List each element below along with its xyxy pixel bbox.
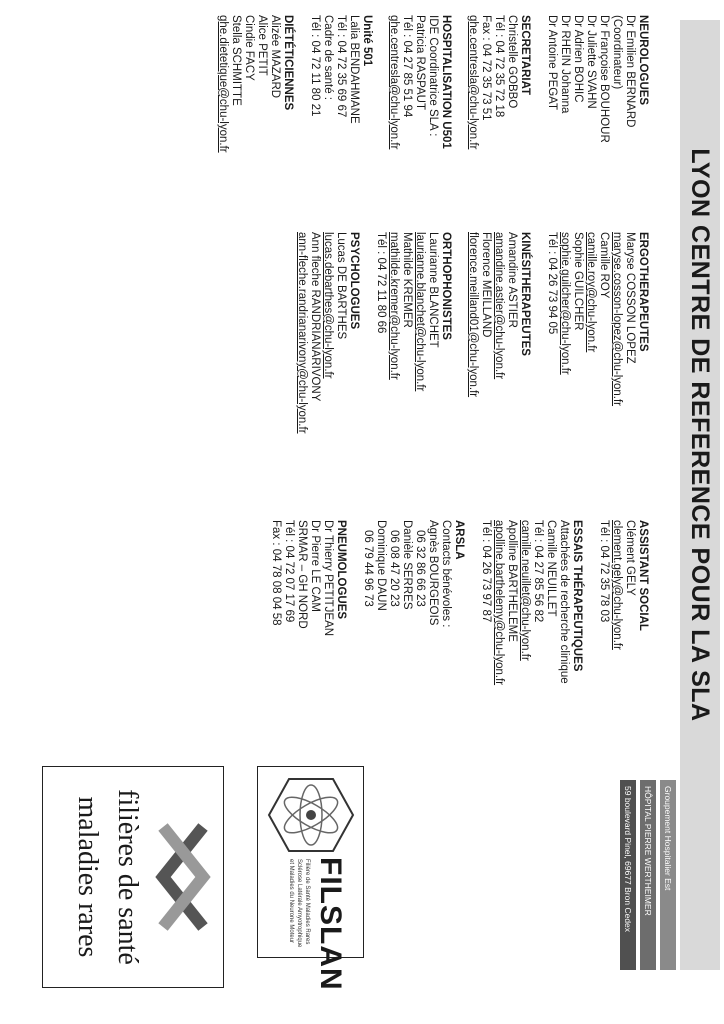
contact-line: Lucas DE BARTHES [335, 232, 347, 340]
contact-line: Contacts bénévoles : [440, 520, 452, 628]
contact-line: (Coordinateur) [611, 15, 623, 90]
contact-line: Tél : 04 26 73 97 87 [480, 520, 492, 623]
section-heading: ORTHOPHONISTES [440, 232, 452, 340]
section-heading: KINÉSITHERAPEUTES [519, 232, 531, 356]
column-left [202, 15, 649, 153]
section-heading: HOSPITALISATION U501 [440, 15, 452, 149]
contact-line: Clément GELY [624, 520, 636, 596]
contact-line: Dr Adrien BOHIC [572, 15, 584, 103]
contact-line: Tél : 04 27 85 51 94 [401, 15, 413, 118]
section-essais-therapeutiques [479, 520, 583, 685]
contact-line: Dominique DAUN [375, 520, 387, 611]
email-link[interactable]: camille.roy@chu-lyon.fr [585, 232, 597, 353]
contact-line: Camille NEUILLET [545, 520, 557, 617]
section-unite-501 [308, 15, 373, 153]
email-link[interactable]: mathilde.kremer@chu-lyon.fr [388, 232, 400, 380]
email-link[interactable]: clement.gely@chu-lyon.fr [611, 520, 623, 650]
email-link[interactable]: amandine.astier@chu-lyon.fr [493, 232, 505, 380]
section-psychologues [295, 232, 360, 434]
hospital-group: Groupement Hospitalier Est [660, 780, 676, 970]
section-kinesitherapeutes [466, 232, 531, 434]
page-title: LYON CENTRE DE REFERENCE POUR LA SLA [686, 148, 714, 722]
contact-line: Tél : 04 72 35 69 67 [335, 15, 347, 118]
contact-line: Tél : 04 72 35 72 18 [493, 15, 505, 118]
email-link[interactable]: ghe.centresla@chu-lyon.fr [467, 15, 479, 150]
column-right [255, 520, 649, 685]
contact-line: Stella SCHMITTE [230, 15, 242, 106]
email-link[interactable]: maryse.cosson-lopez@chu-lyon.fr [611, 232, 623, 407]
section-hospitalisation-u501 [387, 15, 452, 153]
email-link[interactable]: lucas.debarthes@chu-lyon.fr [322, 232, 334, 379]
contact-line: Dr RHEIN Johanna [559, 15, 571, 114]
section-heading: PNEUMOLOGUES [335, 520, 347, 620]
contact-line: Lalia BENDAHMANE [348, 15, 360, 124]
contact-line: Dr Antoine PEGAT [546, 15, 558, 111]
section-heading: ESSAIS THÉRAPEUTIQUES [571, 520, 583, 672]
email-link[interactable]: apolline.barthelemy@chu-lyon.fr [493, 520, 505, 686]
contact-line: 06 32 86 66 23 [414, 530, 426, 607]
section-assistant-social [597, 520, 649, 685]
contact-line: Attachées de recherche clinique [558, 520, 570, 684]
contact-line: Laurianne BLANCHET [427, 232, 439, 348]
section-heading: PSYCHOLOGUES [348, 232, 360, 330]
email-link[interactable]: sophie.guilcher@chu-lyon.fr [559, 232, 571, 375]
contact-line: Tél : 04 72 07 17 69 [283, 520, 295, 623]
section-heading: ERGOTHERAPEUTES [637, 232, 649, 352]
contact-line: Tél : 04 27 85 56 82 [532, 520, 544, 623]
contact-line: Fax : 04 72 35 73 51 [480, 15, 492, 121]
email-link[interactable]: laurianne.blanchet@chu-lyon.fr [414, 232, 426, 392]
filslan-logo [257, 766, 364, 991]
section-ergotherapeutes [545, 232, 649, 434]
contact-line: Ann fleche RANDRIANARIVONY [309, 232, 321, 402]
hospital-address: 59 boulevard Pinel, 69677 Bron Cedex [620, 780, 636, 970]
section-heading: Unité 501 [361, 15, 373, 67]
contact-line: Cindie FACY [243, 15, 255, 81]
ribbon-mark-icon [153, 817, 213, 937]
contact-line: Tél : 04 72 11 80 21 [309, 15, 321, 117]
contact-line: Camille ROY [598, 232, 610, 299]
contact-line: Sophie GUILCHER [572, 232, 584, 331]
section-pneumologues [269, 520, 347, 685]
filslan-wordmark: FILSLAN [314, 857, 347, 991]
section-heading: ARSLA [453, 520, 465, 560]
column-middle [281, 232, 649, 434]
filslan-subtitle: Filière de Santé Maladies Rares Sclérose Latérale Amyotrophique et Maladies du Neurone Moteur [288, 859, 310, 948]
contact-line: 06 08 47 20 23 [388, 530, 400, 607]
contact-line: 06 79 44 96 73 [362, 530, 374, 607]
section-heading: ASSISTANT SOCIAL [637, 520, 649, 631]
contact-line: Tél : 04 72 35 78 03 [598, 520, 610, 623]
section-heading: NEUROLOGUES [637, 15, 649, 106]
section-neurologues [545, 15, 649, 153]
filieres-line1: filières de santé [112, 789, 143, 965]
email-link[interactable]: ghe.centresla@chu-lyon.fr [388, 15, 400, 150]
contact-line: Alizée MAZARD [269, 15, 281, 99]
section-orthophonistes [374, 232, 452, 434]
contact-line: Apolline BARTHELEME [506, 520, 518, 642]
contact-line: Maryse COSSON LOPEZ [624, 232, 636, 364]
contact-line: Danièle SERRES [401, 520, 413, 610]
filieres-line2: maladies rares [72, 796, 103, 958]
contact-line: Dr Thierry PETITJEAN [322, 520, 334, 637]
contact-line: Amandine ASTIER [506, 232, 518, 328]
atom-emblem-icon [265, 775, 357, 855]
contact-line: Mathilde KREMER [401, 232, 413, 328]
contact-line: Florence MEILLAND [480, 232, 492, 338]
contact-line: Alice PETIT [256, 15, 268, 76]
hospital-name: HÔPITAL PIERRE WERTHEIMER [640, 780, 656, 970]
contact-line: Dr Pierre LE CAM [309, 520, 321, 613]
contact-line: Fax : 04 78 08 04 58 [270, 520, 282, 626]
email-link[interactable]: camille.neuillet@chu-lyon.fr [519, 520, 531, 661]
contact-line: Patricia RASPAUT [414, 15, 426, 111]
contact-line: Cadre de santé : [322, 15, 334, 101]
contact-line: Agnès BOURGEOIS [427, 520, 439, 626]
contact-line: SRMAR – GH NORD [296, 520, 308, 629]
contact-line: Tél : 04 26 73 94 05 [546, 232, 558, 335]
section-heading: SECRETARIAT [519, 15, 531, 96]
contact-line: Dr Françoise BOUHOUR [598, 15, 610, 143]
contact-line: Christelle GOBBO [506, 15, 518, 109]
section-heading: DIÉTÉTICIENNES [282, 15, 294, 111]
title-bar [680, 20, 720, 970]
contact-line: Tél : 04 72 11 80 66 [375, 232, 387, 334]
section-dieteticiennes [216, 15, 294, 153]
hospital-info-box [616, 780, 676, 970]
contact-line: Dr Emilien BERNARD [624, 15, 636, 128]
email-link[interactable]: ann-fleche.randrianarivony@chu-lyon.fr [296, 232, 308, 434]
filieres-sante-logo [42, 766, 224, 988]
contact-line: IDE Coordinatrice SLA : [427, 15, 439, 137]
email-link[interactable]: florence.meilland01@chu-lyon.fr [467, 232, 479, 398]
section-secretariat [466, 15, 531, 153]
contact-line: Dr Juliette SVAHN [585, 15, 597, 109]
email-link[interactable]: ghe.dietetique@chu-lyon.fr [217, 15, 229, 153]
section-arsla [361, 520, 465, 685]
